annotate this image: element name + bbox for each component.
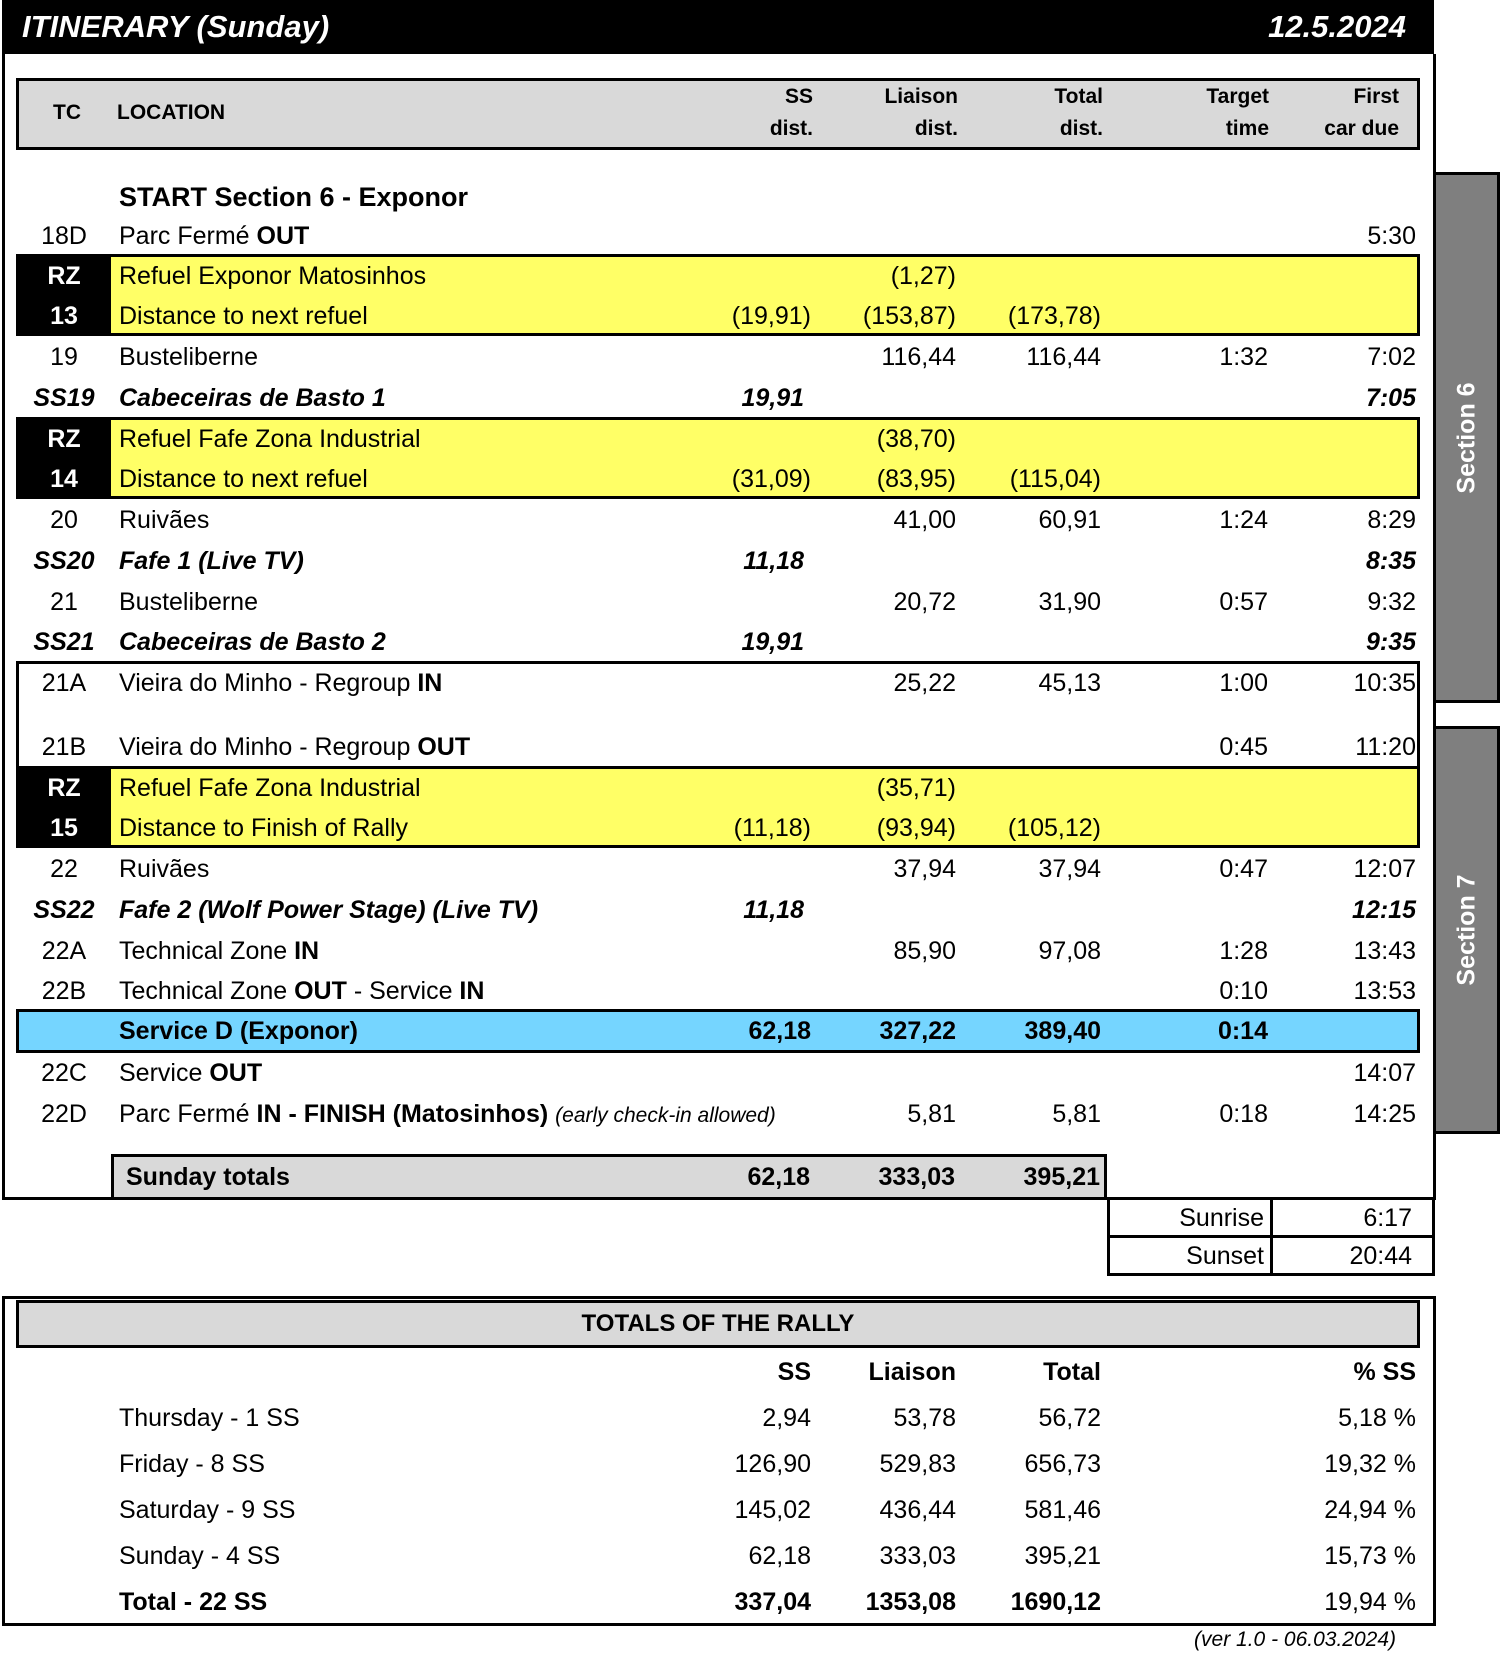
rally-totals-header-liaison: Liaison [868,1358,956,1386]
first-car-cell: 7:05 [1365,384,1416,412]
day-label: Thursday - 1 SS [119,1404,300,1432]
location-cell: Service D (Exponor) [119,1017,358,1045]
sun-times-table [1107,1200,1435,1276]
table-row [0,1094,1434,1135]
target-time-cell: 1:32 [1219,343,1268,371]
ss-cell: 11,18 [743,896,804,924]
table-row [0,849,1434,890]
sunrise-label: Sunrise [1179,1204,1264,1232]
rz-label: RZ [47,774,81,802]
target-time-cell: 0:18 [1219,1100,1268,1128]
rally-totals-row [0,1487,1434,1533]
liaison-cell: 25,22 [893,669,956,697]
location-cell: Ruivães [119,855,210,883]
sunday-totals-label: Sunday totals [126,1163,290,1191]
tc-cell: 20 [50,506,78,534]
ss-cell: 62,18 [748,1017,811,1045]
total-cell: 37,94 [1038,855,1101,883]
first-car-cell: 12:07 [1353,855,1416,883]
total-cell: 60,91 [1038,506,1101,534]
table-row [0,931,1434,972]
tc-cell: 22 [50,855,78,883]
total-cell: (105,12) [1007,814,1101,842]
table-row [0,337,1434,378]
rally-totals-row [0,1441,1434,1487]
service-row [0,1011,1434,1052]
target-time-cell: 1:24 [1219,506,1268,534]
liaison-cell: 327,22 [879,1017,956,1045]
first-car-cell: 8:35 [1365,547,1416,575]
location-cell: Busteliberne [119,588,258,616]
location-cell: Distance to Finish of Rally [119,814,409,842]
liaison-cell: 20,72 [893,588,956,616]
location-cell: Vieira do Minho - Regroup OUT [119,733,471,761]
target-time-cell: 1:00 [1219,669,1268,697]
rz-number: 13 [50,302,78,330]
pct-cell: 5,18 % [1338,1404,1416,1432]
liaison-cell: 85,90 [893,937,956,965]
first-car-cell: 10:35 [1353,669,1416,697]
location-cell: Refuel Exponor Matosinhos [119,262,427,290]
total-cell: 656,73 [1024,1450,1101,1478]
day-label: Friday - 8 SS [119,1450,265,1478]
table-row [0,1053,1434,1094]
tc-cell: SS22 [33,896,95,924]
tc-cell: 22C [41,1059,87,1087]
header-liaison: Liaison [884,85,958,108]
ss-cell: 145,02 [734,1496,811,1524]
header-target-time: time [1225,117,1269,140]
total-cell: 5,81 [1052,1100,1101,1128]
section-start-title: START Section 6 - Exponor [119,182,469,212]
liaison-cell: (35,71) [876,774,956,802]
version-note: (ver 1.0 - 06.03.2024) [1194,1628,1396,1651]
ss-cell: (31,09) [731,465,811,493]
rz-label: RZ [47,262,81,290]
location-cell: Cabeceiras de Basto 1 [119,384,386,412]
header-ss: SS [784,85,813,108]
liaison-cell: (83,95) [876,465,956,493]
location-cell: Cabeceiras de Basto 2 [119,628,386,656]
day-label: Sunday - 4 SS [119,1542,281,1570]
liaison-cell: 333,03 [879,1542,956,1570]
liaison-cell: 37,94 [893,855,956,883]
location-cell: Distance to next refuel [119,302,368,330]
first-car-cell: 14:25 [1353,1100,1416,1128]
tc-cell: 21 [50,588,78,616]
table-row [0,216,1434,257]
day-label: Total - 22 SS [119,1588,268,1616]
location-cell: Technical Zone OUT - Service IN [119,977,485,1005]
ss-cell: 19,91 [741,384,804,412]
location-cell: Vieira do Minho - Regroup IN [119,669,443,697]
total-cell: 97,08 [1038,937,1101,965]
page-title: ITINERARY (Sunday) [22,9,330,44]
location-cell: Distance to next refuel [119,465,368,493]
first-car-cell: 9:35 [1365,628,1416,656]
sunday-totals-liaison: 333,03 [878,1163,955,1191]
tc-cell: SS20 [33,547,95,575]
total-cell: 1690,12 [1010,1588,1101,1616]
first-car-cell: 5:30 [1367,222,1416,250]
pct-cell: 19,94 % [1324,1588,1416,1616]
first-car-cell: 13:43 [1353,937,1416,965]
table-row [0,541,1434,582]
location-cell: Fafe 2 (Wolf Power Stage) (Live TV) [119,896,539,924]
tc-cell: SS21 [33,628,95,656]
sunset-value: 20:44 [1349,1242,1412,1270]
location-cell: Refuel Fafe Zona Industrial [119,425,421,453]
rally-totals-header-row [0,1349,1434,1395]
sunrise-value: 6:17 [1363,1204,1412,1232]
table-row [0,378,1434,419]
date: 12.5.2024 [1268,9,1406,44]
first-car-cell: 13:53 [1353,977,1416,1005]
header-tc: TC [53,101,81,124]
sunset-label: Sunset [1186,1242,1264,1270]
sunset-row [1110,1238,1432,1276]
section-7-label: Section 7 [1452,874,1480,986]
table-row [0,971,1434,1012]
rally-totals-header-total: Total [1043,1358,1101,1386]
ss-cell: (11,18) [733,814,811,842]
pct-cell: 15,73 % [1324,1542,1416,1570]
table-row [0,419,1434,460]
total-cell: 31,90 [1038,588,1101,616]
header-ss-dist: dist. [769,117,813,140]
table-header [16,78,1420,150]
location-cell: Service OUT [119,1059,263,1087]
liaison-cell: 41,00 [893,506,956,534]
header-first: First [1353,85,1399,108]
liaison-cell: (38,70) [876,425,956,453]
rally-totals-header-ss: SS [777,1358,811,1386]
rally-totals-header-pct: % SS [1353,1358,1416,1386]
sunday-totals-ss: 62,18 [747,1163,810,1191]
section-6-label: Section 6 [1452,381,1480,494]
target-time-cell: 0:45 [1219,733,1268,761]
liaison-cell: (1,27) [890,262,956,290]
target-time-cell: 0:10 [1219,977,1268,1005]
location-cell: Parc Fermé IN - FINISH (Matosinhos) (early check-in allowed) [119,1100,776,1128]
total-cell: (115,04) [1009,465,1101,493]
first-car-cell: 7:02 [1367,343,1416,371]
rally-totals-row [0,1579,1434,1625]
rally-totals-row [0,1533,1434,1579]
table-row [0,582,1434,623]
section-6-bar [1436,172,1500,703]
ss-cell: 11,18 [743,547,804,575]
liaison-cell: (93,94) [876,814,956,842]
location-cell: Refuel Fafe Zona Industrial [119,774,421,802]
location-cell: Fafe 1 (Live TV) [119,547,304,575]
table-row [0,622,1434,663]
total-cell: (173,78) [1007,302,1101,330]
location-cell: Parc Fermé OUT [119,222,310,250]
table-row [0,500,1434,541]
pct-cell: 24,94 % [1324,1496,1416,1524]
header-liaison-dist: dist. [914,117,958,140]
rally-totals-row [0,1395,1434,1441]
total-cell: 581,46 [1024,1496,1101,1524]
header-location: LOCATION [117,101,226,124]
target-time-cell: 0:47 [1219,855,1268,883]
sunday-totals [111,1154,1107,1200]
liaison-cell: 529,83 [879,1450,956,1478]
tc-cell: 22B [41,977,87,1005]
rz-label: RZ [47,425,81,453]
target-time-cell: 0:57 [1219,588,1268,616]
section-start-row [0,177,1434,218]
liaison-cell: 1353,08 [865,1588,956,1616]
tc-cell: 18D [41,222,87,250]
first-car-cell: 11:20 [1355,733,1416,761]
total-cell: 45,13 [1038,669,1101,697]
tc-cell: 21A [41,669,87,697]
table-row [0,459,1434,500]
ss-cell: 62,18 [748,1542,811,1570]
rz-number: 14 [50,465,78,493]
table-row [0,663,1434,704]
total-cell: 116,44 [1026,343,1101,371]
location-cell: Busteliberne [119,343,258,371]
total-cell: 56,72 [1038,1404,1101,1432]
target-time-cell: 0:14 [1217,1017,1268,1045]
pct-cell: 19,32 % [1324,1450,1416,1478]
liaison-cell: 53,78 [893,1404,956,1432]
target-time-cell: 1:28 [1219,937,1268,965]
header-first-car-due: car due [1324,117,1399,140]
first-car-cell: 9:32 [1367,588,1416,616]
table-row [0,727,1434,768]
table-row [0,808,1434,849]
tc-cell: 19 [50,343,78,371]
header-target: Target [1206,85,1269,108]
total-cell: 389,40 [1024,1017,1101,1045]
first-car-cell: 14:07 [1353,1059,1416,1087]
rally-totals-title: TOTALS OF THE RALLY [16,1300,1420,1348]
first-car-cell: 8:29 [1367,506,1416,534]
first-car-cell: 12:15 [1352,896,1416,924]
header-total: Total [1054,85,1103,108]
tc-cell: 21B [41,733,87,761]
ss-cell: 19,91 [741,628,804,656]
day-label: Saturday - 9 SS [119,1496,296,1524]
liaison-cell: 5,81 [907,1100,956,1128]
rz-number: 15 [50,814,78,842]
liaison-cell: (153,87) [862,302,956,330]
total-cell: 395,21 [1024,1542,1101,1570]
table-row [0,768,1434,809]
tc-cell: 22A [41,937,87,965]
sunrise-row [1110,1200,1432,1238]
ss-cell: (19,91) [731,302,811,330]
title-bar [2,0,1434,54]
tc-cell: 22D [41,1100,87,1128]
location-cell: Ruivães [119,506,210,534]
ss-cell: 337,04 [734,1588,811,1616]
table-row [0,296,1434,337]
liaison-cell: 116,44 [881,343,956,371]
sunday-totals-total: 395,21 [1023,1163,1100,1191]
section-7-bar [1436,726,1500,1134]
location-cell: Technical Zone IN [119,937,320,965]
tc-cell: SS19 [33,384,95,412]
ss-cell: 126,90 [734,1450,811,1478]
ss-cell: 2,94 [762,1404,811,1432]
table-row [0,256,1434,297]
table-row [0,890,1434,931]
header-total-dist: dist. [1059,117,1103,140]
liaison-cell: 436,44 [879,1496,956,1524]
